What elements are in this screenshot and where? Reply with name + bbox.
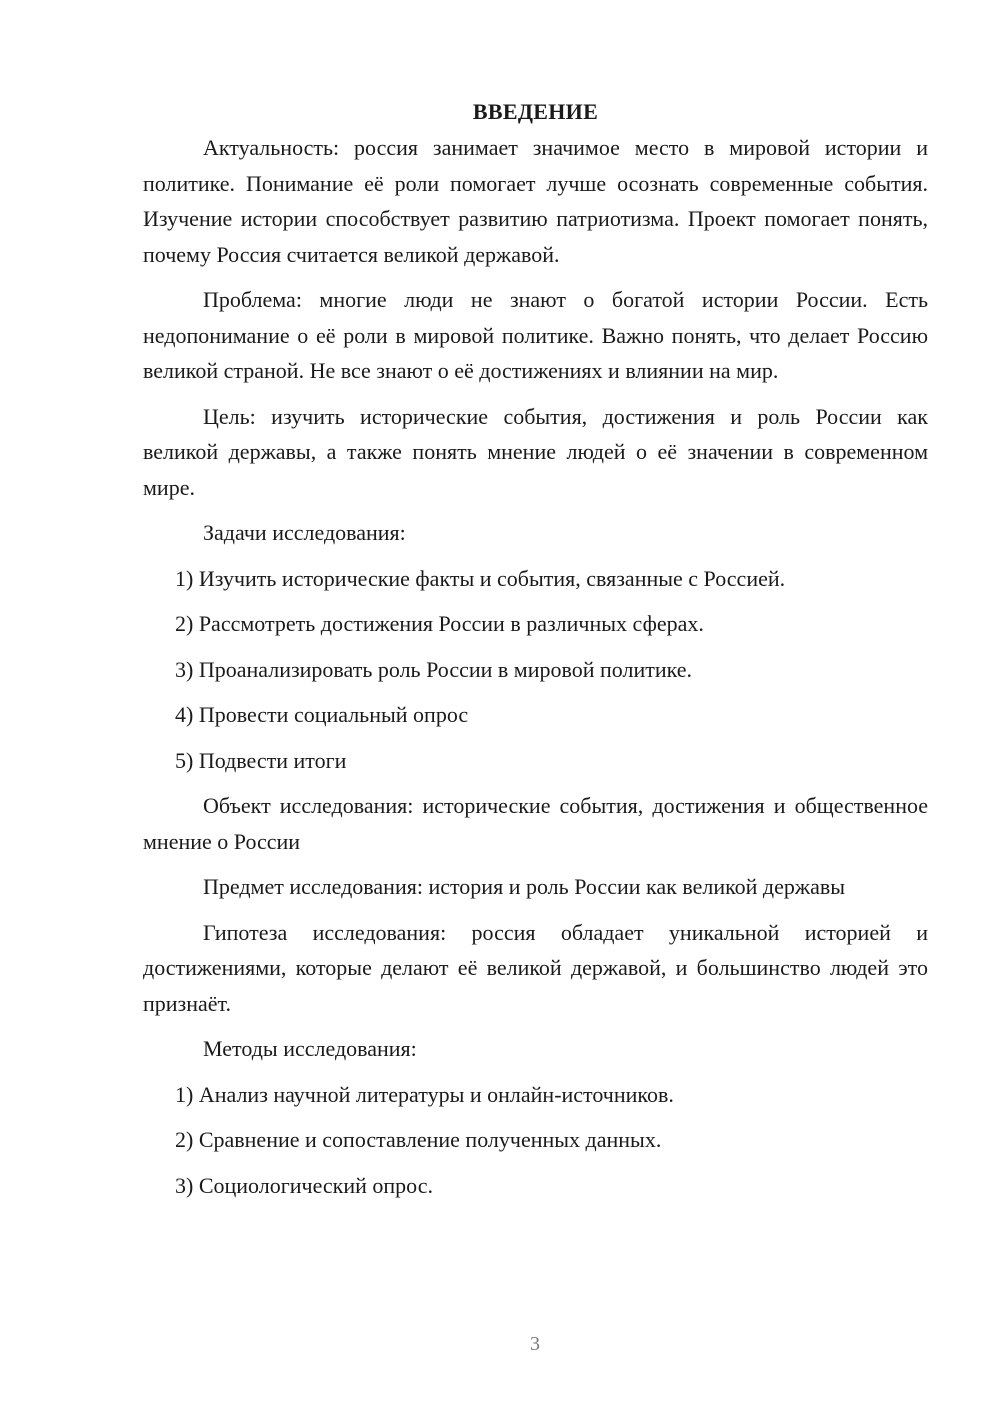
list-item: 3) Социологический опрос. [175, 1172, 433, 1198]
tasks-heading: Задачи исследования: [203, 520, 406, 545]
page-number: 3 [530, 1333, 540, 1355]
list-item: 5) Подвести итоги [175, 747, 347, 773]
relevance-paragraph: Актуальность: россия занимает значимое место в мировой истории и политике. Понимание её роли помогает лучше осознать современные события. Изучение истории способствует развитию патриотизма. Проект помогает понять, почему Россия считается великой державой. [143, 135, 928, 267]
tasks-list [143, 561, 928, 779]
list-item: 2) Рассмотреть достижения России в различных сферах. [175, 611, 704, 636]
list-item: 2) Сравнение и сопоставление полученных данных. [175, 1127, 662, 1152]
list-item: 3) Проанализировать роль России в мировой политике. [175, 656, 693, 682]
list-item: 4) Провести социальный опрос [175, 702, 469, 727]
hypothesis-paragraph: Гипотеза исследования: россия обладает уникальной историей и достижениями, которые делают её великой державой, и большинство людей это признаёт. [143, 919, 928, 1016]
list-item: 1) Анализ научной литературы и онлайн-источников. [175, 1081, 674, 1107]
methods-heading: Методы исследования: [203, 1036, 417, 1061]
page-title: ВВЕДЕНИЕ [472, 99, 599, 124]
document-page [143, 92, 928, 1213]
methods-list [143, 1077, 928, 1204]
problem-paragraph: Проблема: многие люди не знают о богатой истории России. Есть недопонимание о её роли в мировой политике. Важно понять, что делает Россию великой страной. Не все знают о её достижениях и влиянии на мир. [143, 287, 928, 383]
goal-paragraph: Цель: изучить исторические события, достижения и роль России как великой державы, а также понять мнение людей о её значении в современном мире. [143, 403, 928, 500]
list-item: 1) Изучить исторические факты и события, связанные с Россией. [175, 565, 786, 591]
subject-paragraph: Предмет исследования: история и роль России как великой державы [203, 874, 846, 899]
object-paragraph: Объект исследования: исторические события, достижения и общественное мнение о России [143, 793, 928, 854]
